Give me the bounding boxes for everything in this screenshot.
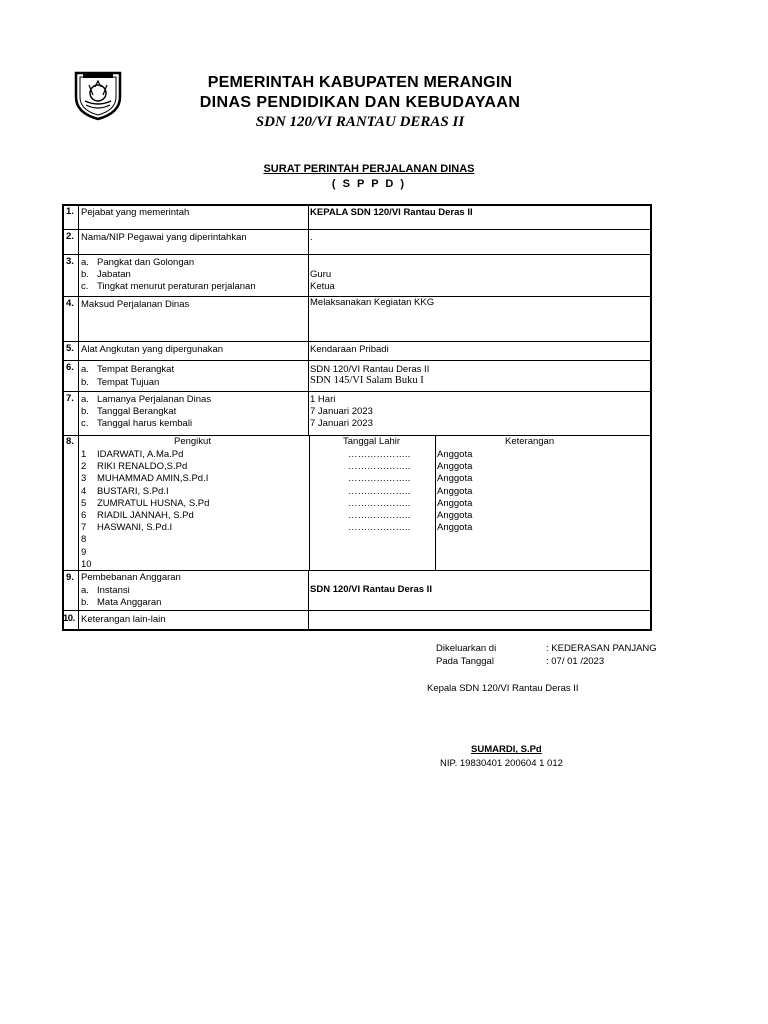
row-4-label: Maksud Perjalanan Dinas xyxy=(81,299,190,310)
follower-name: IDARWATI, A.Ma.Pd xyxy=(97,449,184,460)
row-5-number: 5. xyxy=(66,343,74,354)
follower-name: HASWANI, S.Pd.I xyxy=(97,522,173,533)
row-9a-letter: a. xyxy=(81,585,89,596)
follower-number: 10 xyxy=(81,559,92,570)
follower-remark: Anggota xyxy=(437,473,473,484)
header-department: DINAS PENDIDIKAN DAN KEBUDAYAAN xyxy=(199,94,521,111)
issued-at-value: : KEDERASAN PANJANG xyxy=(546,643,657,654)
row-2-number: 2. xyxy=(66,231,74,242)
follower-name: ZUMRATUL HUSNA, S.Pd xyxy=(97,498,210,509)
follower-birthdate: ……………….. xyxy=(348,510,411,521)
signer-name: SUMARDI, S.Pd xyxy=(471,744,542,755)
row-8-number: 8. xyxy=(66,436,74,447)
row-4-number: 4. xyxy=(66,298,74,309)
row-3a-label: Pangkat dan Golongan xyxy=(97,257,195,268)
row-2-value: . xyxy=(310,232,313,243)
issued-date-value: : 07/ 01 /2023 xyxy=(546,656,605,667)
row-9b-letter: b. xyxy=(81,597,89,608)
row-3c-label: Tingkat menurut peraturan perjalanan xyxy=(97,281,256,292)
row-3b-value: Guru xyxy=(310,269,332,280)
row-1-label: Pejabat yang memerintah xyxy=(81,207,190,218)
row-6a-label: Tempat Berangkat xyxy=(97,364,175,375)
document-title: SURAT PERINTAH PERJALANAN DINAS xyxy=(263,163,475,175)
header-school: SDN 120/VI RANTAU DERAS II xyxy=(255,114,465,130)
follower-number: 8 xyxy=(81,534,87,545)
row-3b-letter: b. xyxy=(81,269,89,280)
row-10-label: Keterangan lain-lain xyxy=(81,614,166,625)
follower-name: RIKI RENALDO,S.Pd xyxy=(97,461,188,472)
follower-number: 3 xyxy=(81,473,87,484)
follower-number: 4 xyxy=(81,486,87,497)
row-6b-value: SDN 145/VI Salam Buku I xyxy=(310,375,424,386)
row-6a-value: SDN 120/VI Rantau Deras II xyxy=(310,364,430,375)
row-4-value: Melaksanakan Kegiatan KKG xyxy=(310,297,435,308)
follower-remark: Anggota xyxy=(437,510,473,521)
row-6a-letter: a. xyxy=(81,364,89,375)
follower-remark: Anggota xyxy=(437,498,473,509)
follower-name: MUHAMMAD AMIN,S.Pd.I xyxy=(97,473,209,484)
row-7a-value: 1 Hari xyxy=(310,394,336,405)
row-6-number: 6. xyxy=(66,362,74,373)
follower-number: 9 xyxy=(81,547,87,558)
row-5-label: Alat Angkutan yang dipergunakan xyxy=(81,344,224,355)
issued-date-label: Pada Tanggal xyxy=(436,656,494,667)
row-7b-letter: b. xyxy=(81,406,89,417)
follower-birthdate: ……………….. xyxy=(348,486,411,497)
row-9-label: Pembebanan Anggaran xyxy=(81,572,181,583)
row-10-number: 10. xyxy=(63,613,75,624)
follower-birthdate: ……………….. xyxy=(348,449,411,460)
issued-at-label: Dikeluarkan di xyxy=(436,643,497,654)
row-9-number: 9. xyxy=(66,572,74,583)
signer-position: Kepala SDN 120/VI Rantau Deras II xyxy=(427,683,579,694)
row-7b-label: Tanggal Berangkat xyxy=(97,406,177,417)
pengikut-header: Pengikut xyxy=(174,436,211,447)
row-3c-value: Ketua xyxy=(310,281,335,292)
row-9a-label: Instansi xyxy=(97,585,130,596)
follower-number: 1 xyxy=(81,449,87,460)
row-5-value: Kendaraan Pribadi xyxy=(310,344,389,355)
follower-remark: Anggota xyxy=(437,522,473,533)
row-9a-value: SDN 120/VI Rantau Deras II xyxy=(310,584,432,595)
document-abbreviation: ( S P P D ) xyxy=(331,178,407,190)
follower-birthdate: ……………….. xyxy=(348,522,411,533)
follower-name: RIADIL JANNAH, S.Pd xyxy=(97,510,194,521)
row-7-number: 7. xyxy=(66,393,74,404)
follower-number: 2 xyxy=(81,461,87,472)
row-1-number: 1. xyxy=(66,206,74,217)
row-7a-label: Lamanya Perjalanan Dinas xyxy=(97,394,212,405)
follower-name: BUSTARI, S.Pd.I xyxy=(97,486,169,497)
row-3c-letter: c. xyxy=(81,281,89,292)
row-7c-letter: c. xyxy=(81,418,89,429)
tanggal-lahir-header: Tanggal Lahir xyxy=(343,436,401,447)
row-3a-letter: a. xyxy=(81,257,89,268)
header-government: PEMERINTAH KABUPATEN MERANGIN xyxy=(207,74,513,91)
row-7a-letter: a. xyxy=(81,394,89,405)
follower-number: 5 xyxy=(81,498,87,509)
row-7c-label: Tanggal harus kembali xyxy=(97,418,193,429)
row-6b-letter: b. xyxy=(81,377,89,388)
follower-birthdate: ……………….. xyxy=(348,473,411,484)
row-6b-label: Tempat Tujuan xyxy=(97,377,160,388)
follower-number: 6 xyxy=(81,510,87,521)
follower-birthdate: ……………….. xyxy=(348,498,411,509)
row-3b-label: Jabatan xyxy=(97,269,131,280)
row-1-value: KEPALA SDN 120/VI Rantau Deras II xyxy=(310,207,473,218)
row-7b-value: 7 Januari 2023 xyxy=(310,406,373,417)
row-3-number: 3. xyxy=(66,256,74,267)
follower-number: 7 xyxy=(81,522,87,533)
row-9b-label: Mata Anggaran xyxy=(97,597,162,608)
row-2-label: Nama/NIP Pegawai yang diperintahkan xyxy=(81,232,247,243)
signer-nip: NIP. 19830401 200604 1 012 xyxy=(440,758,563,769)
follower-remark: Anggota xyxy=(437,461,473,472)
follower-remark: Anggota xyxy=(437,449,473,460)
follower-birthdate: ……………….. xyxy=(348,461,411,472)
row-7c-value: 7 Januari 2023 xyxy=(310,418,373,429)
follower-remark: Anggota xyxy=(437,486,473,497)
keterangan-header: Keterangan xyxy=(505,436,555,447)
